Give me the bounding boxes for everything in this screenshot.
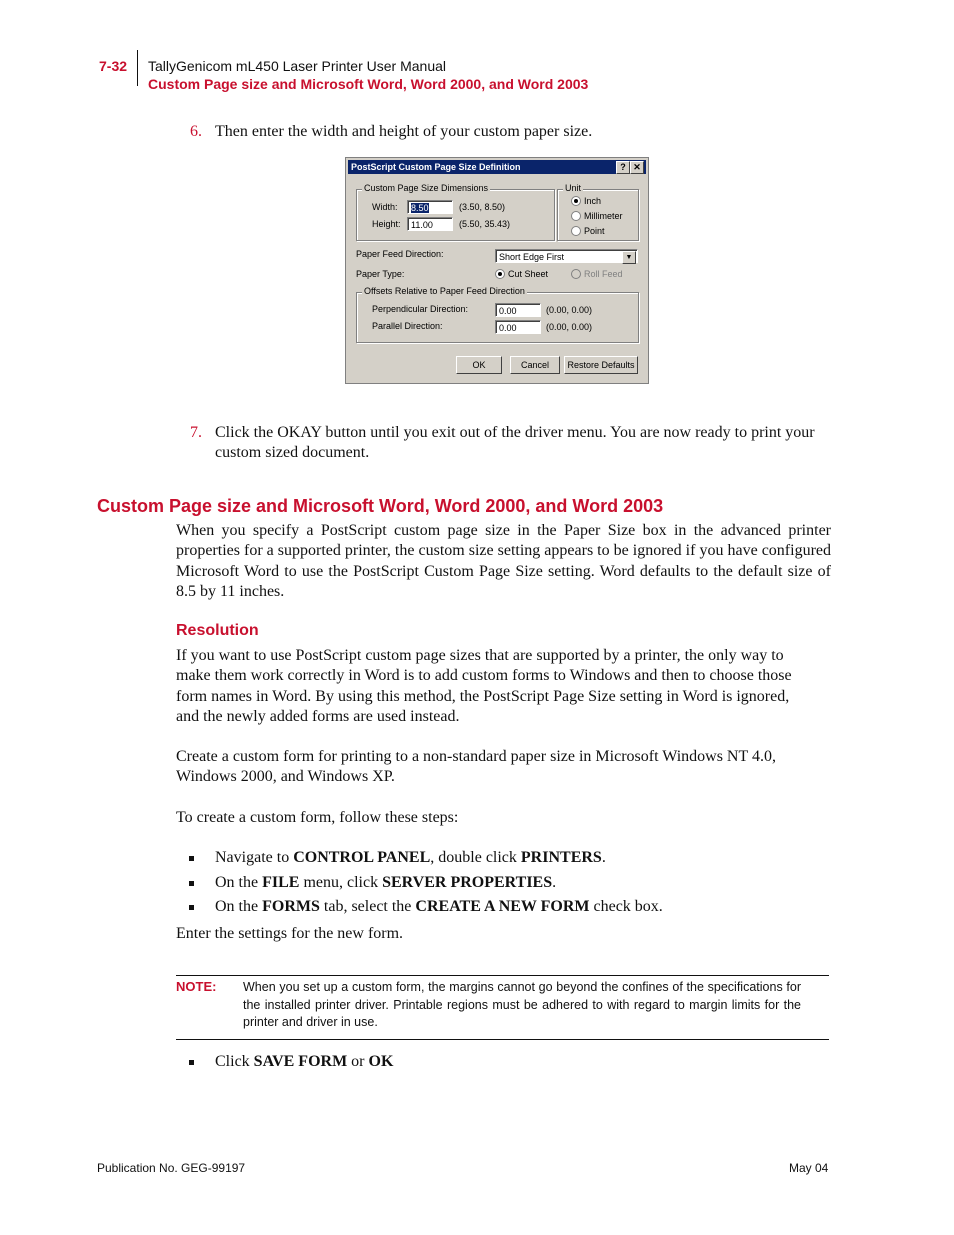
page-number: 7-32: [99, 58, 128, 74]
perpendicular-input[interactable]: 0.00: [495, 303, 541, 317]
unit-point-radio[interactable]: [571, 226, 581, 236]
unit-inch-radio[interactable]: [571, 196, 581, 206]
feed-label: Paper Feed Direction:: [356, 249, 444, 259]
list-item: On the FILE menu, click SERVER PROPERTIES.: [215, 874, 557, 891]
note-rule-bottom: [176, 1039, 829, 1040]
header-divider: [137, 50, 138, 86]
height-label: Height:: [372, 219, 401, 229]
unit-point-label: Point: [584, 226, 605, 236]
offsets-group: [356, 286, 639, 343]
list-item: Navigate to CONTROL PANEL, double click PRINTERS.: [215, 849, 606, 866]
note-label: NOTE:: [176, 979, 217, 994]
unit-group-label: Unit: [565, 183, 582, 193]
dialog-title-bar: [348, 160, 646, 174]
chevron-down-icon[interactable]: ▼: [622, 251, 636, 264]
height-range: (5.50, 35.43): [459, 219, 511, 229]
unit-millimeter-label: Millimeter: [584, 211, 623, 221]
custom-page-size-dialog: [345, 157, 649, 384]
paper-type-label: Paper Type:: [356, 269, 405, 279]
width-input[interactable]: 8.50: [407, 200, 453, 214]
ok-button[interactable]: OK: [456, 356, 502, 374]
perpendicular-label: Perpendicular Direction:: [372, 304, 469, 314]
offsets-group-label: Offsets Relative to Paper Feed Direction: [364, 286, 525, 296]
publication-date: May 04: [789, 1161, 829, 1175]
close-icon[interactable]: ✕: [630, 161, 644, 174]
roll-feed-label: Roll Feed: [584, 269, 623, 279]
step-number: 7.: [190, 424, 202, 441]
resolution-paragraph-1: If you want to use PostScript custom page sizes that are supported by a printer, the only way to make them work correctly in Word is to add custom forms to Windows and then to choose those form names in Word. By using this method, the PostScript Page Size setting in Word is ignored, and the newly added forms are used instead.: [176, 647, 792, 725]
feed-direction-value: Short Edge First: [499, 252, 565, 262]
perpendicular-range: (0.00, 0.00): [546, 305, 593, 315]
resolution-paragraph-3: To create a custom form, follow these steps:: [176, 809, 459, 826]
dimensions-group-label: Custom Page Size Dimensions: [364, 183, 489, 193]
bullet-marker: [189, 905, 194, 910]
step-text: Click the OKAY button until you exit out of the driver menu. You are now ready to print your custom sized document.: [215, 424, 815, 461]
list-item: Click SAVE FORM or OK: [215, 1053, 394, 1070]
parallel-label: Parallel Direction:: [372, 321, 443, 331]
cut-sheet-radio[interactable]: [495, 269, 505, 279]
note-text: When you set up a custom form, the margins cannot go beyond the confines of the specifications for the installed printer driver. Printable regions must be adhered to with regard to margin limits for the printer and driver in use.: [243, 980, 801, 1029]
width-label: Width:: [372, 202, 398, 212]
running-section-title: Custom Page size and Microsoft Word, Word 2000, and Word 2003: [148, 76, 589, 92]
manual-title: TallyGenicom mL450 Laser Printer User Manual: [148, 58, 447, 74]
list-item: On the FORMS tab, select the CREATE A NEW FORM check box.: [215, 898, 663, 915]
section-heading: Custom Page size and Microsoft Word, Word 2000, and Word 2003: [97, 496, 664, 516]
height-input[interactable]: 11.00: [407, 217, 453, 231]
unit-millimeter-radio[interactable]: [571, 211, 581, 221]
bullet-marker: [189, 856, 194, 861]
section-paragraph: When you specify a PostScript custom page size in the Paper Size box in the advanced printer properties for a supported printer, the custom size setting appears to be ignored if you have configured Microsoft Word to use the PostScript Custom Page Size setting. Word defaults to the default size of 8.5 by 11 inches.: [176, 522, 831, 600]
help-icon[interactable]: ?: [616, 161, 630, 174]
cut-sheet-label: Cut Sheet: [508, 269, 549, 279]
bullet-marker: [189, 1060, 194, 1065]
unit-inch-label: Inch: [584, 196, 602, 206]
note-rule-top: [176, 975, 829, 976]
roll-feed-radio: [571, 269, 581, 279]
step-number: 6.: [190, 123, 202, 140]
dialog-title: PostScript Custom Page Size Definition: [351, 162, 521, 172]
resolution-heading: Resolution: [176, 622, 259, 639]
parallel-input[interactable]: 0.00: [495, 320, 541, 334]
dimensions-group: [356, 183, 555, 241]
step-text: Then enter the width and height of your custom paper size.: [215, 123, 593, 140]
cancel-button[interactable]: Cancel: [510, 356, 560, 374]
bullet-marker: [189, 881, 194, 886]
publication-number: Publication No. GEG-99197: [97, 1161, 246, 1175]
restore-defaults-button[interactable]: Restore Defaults: [564, 356, 638, 374]
width-range: (3.50, 8.50): [459, 202, 506, 212]
resolution-paragraph-2: Create a custom form for printing to a non-standard paper size in Microsoft Windows NT 4.0, Windows 2000, and Windows XP.: [176, 748, 776, 786]
parallel-range: (0.00, 0.00): [546, 322, 593, 332]
resolution-paragraph-4: Enter the settings for the new form.: [176, 925, 404, 942]
feed-direction-select[interactable]: [495, 249, 638, 263]
